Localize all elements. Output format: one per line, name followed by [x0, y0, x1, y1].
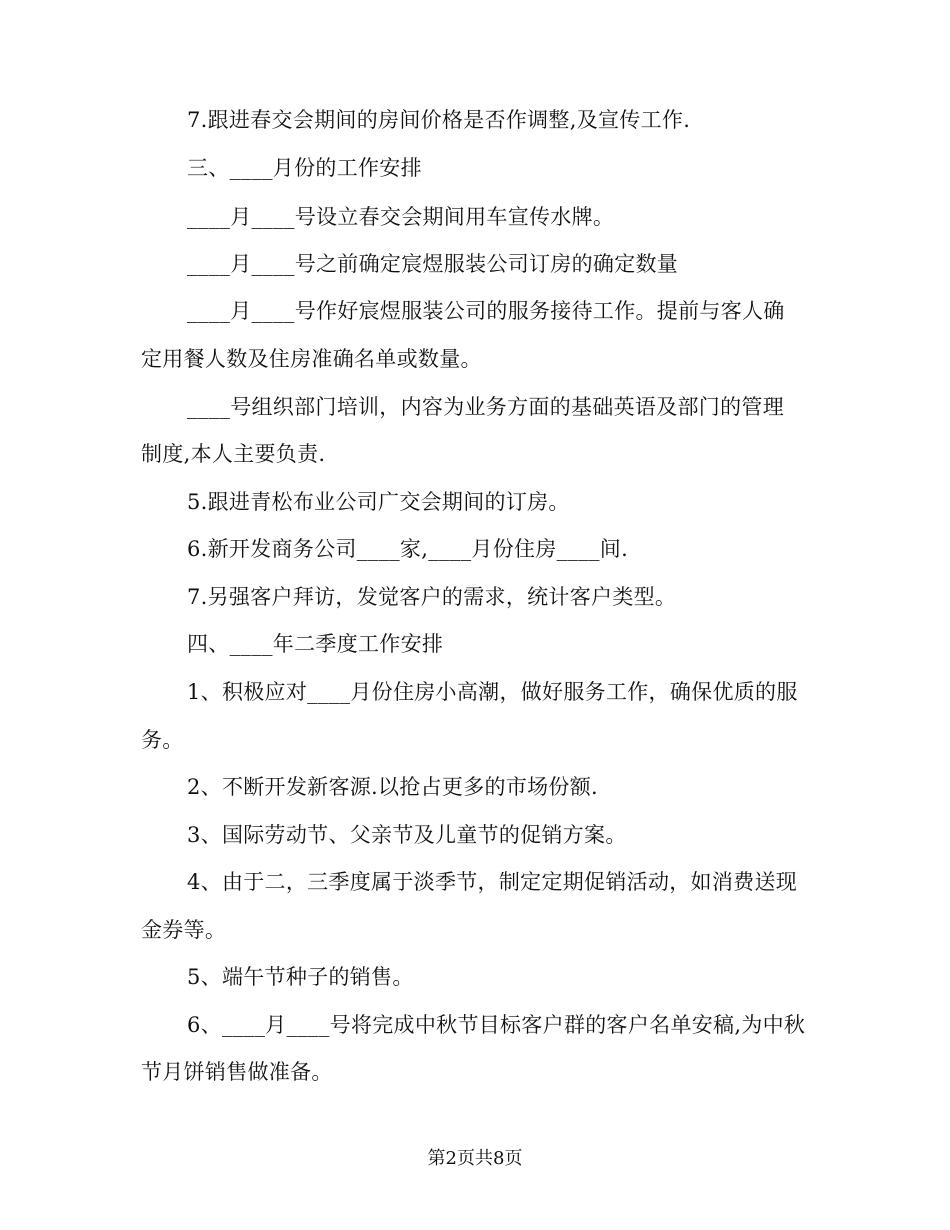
paragraph-line: 务。 — [141, 728, 184, 752]
section-heading: 三、____月份的工作安排 — [187, 156, 422, 180]
paragraph-line: ____月____号作好宸煜服装公司的服务接待工作。提前与客人确 — [187, 299, 785, 323]
paragraph-line: 节月饼销售做准备。 — [141, 1060, 333, 1084]
paragraph-line: 制度,本人主要负责. — [141, 442, 326, 466]
paragraph-line: 5、端午节种子的销售。 — [187, 965, 414, 989]
paragraph-line: 7.另强客户拜访，发觉客户的需求，统计客户类型。 — [187, 585, 677, 609]
paragraph-line: 5.跟进青松布业公司广交会期间的订房。 — [187, 490, 570, 514]
paragraph-line: ____月____号设立春交会期间用车宣传水牌。 — [187, 205, 615, 229]
paragraph-line: 金券等。 — [141, 918, 227, 942]
paragraph-line: 1、积极应对____月份住房小高潮，做好服务工作，确保优质的服 — [187, 680, 798, 704]
paragraph-line: 6、____月____号将完成中秋节目标客户群的客户名单安稿,为中秋 — [187, 1013, 806, 1037]
paragraph-line: ____月____号之前确定宸煜服装公司订房的确定数量 — [187, 252, 679, 276]
paragraph-line: ____号组织部门培训，内容为业务方面的基础英语及部门的管理 — [187, 395, 784, 419]
paragraph-line: 定用餐人数及住房准确名单或数量。 — [141, 347, 482, 371]
page-number: 第2页共8页 — [427, 1148, 523, 1169]
paragraph-line: 6.新开发商务公司____家,____月份住房____间. — [187, 537, 629, 561]
paragraph-line: 2、不断开发新客源.以抢占更多的市场份额. — [187, 775, 599, 799]
paragraph-line: 3、国际劳动节、父亲节及儿童节的促销方案。 — [187, 823, 627, 847]
paragraph-line: 4、由于二，三季度属于淡季节，制定定期促销活动，如消费送现 — [187, 870, 798, 894]
section-heading: 四、____年二季度工作安排 — [187, 632, 444, 656]
paragraph-line: 7.跟进春交会期间的房间价格是否作调整,及宣传工作. — [187, 108, 691, 132]
